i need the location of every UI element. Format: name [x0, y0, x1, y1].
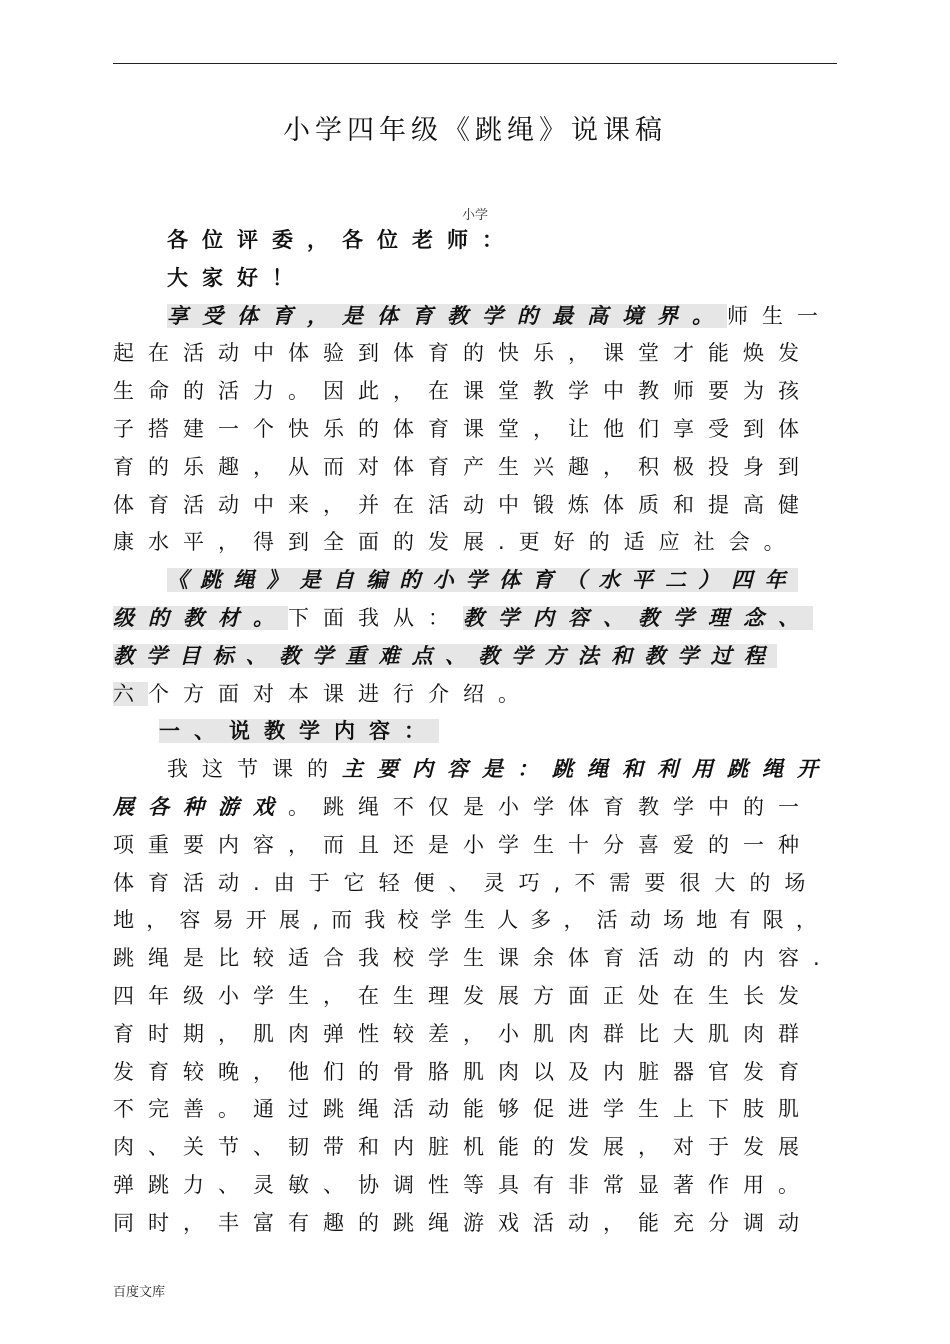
body-text: 我这节课的 — [167, 757, 342, 782]
paragraph-line: 不完善。通过跳绳活动能够促进学生上下肢肌 — [113, 1097, 813, 1122]
document-body — [113, 222, 837, 1243]
paragraph-line — [113, 600, 837, 638]
paragraph-line — [113, 562, 837, 600]
paragraph-line: 项重要内容，而且还是小学生十分喜爱的一种 — [113, 832, 813, 857]
emphasis-text: 级的教材。 — [113, 605, 288, 630]
paragraph-line: 肉、关节、韧带和内脏机能的发展，对于发展 — [113, 1135, 813, 1160]
emphasis-text: 享受体育，是体育教学的最高境界。 — [167, 303, 727, 328]
paragraph-line: 弹跳力、灵敏、协调性等具有非常显著作用。 — [113, 1172, 813, 1197]
paragraph-line — [113, 789, 837, 827]
section-heading — [113, 713, 837, 751]
body-text: 。跳绳不仅是小学体育教学中的一 — [288, 794, 813, 819]
paragraph-line — [113, 298, 837, 336]
highlight-text: 六 — [113, 681, 148, 706]
paragraph-line — [113, 676, 837, 714]
paragraph-line — [113, 751, 837, 789]
paragraph-line: 地，容易开展,而我校学生人多，活动场地有限， — [113, 908, 830, 933]
emphasis-text: 展各种游戏 — [113, 794, 288, 819]
document-tag: 小学 — [461, 208, 488, 223]
emphasis-text: 教学目标、教学重难点、教学方法和教学过程 — [113, 643, 777, 668]
paragraph-line: 同时，丰富有趣的跳绳游戏活动，能充分调动 — [113, 1210, 813, 1235]
greeting-line: 各位评委，各位老师： — [167, 228, 517, 252]
body-text: 个方面对本课进行介绍。 — [148, 681, 533, 706]
body-text: 下面我从： — [288, 605, 463, 630]
paragraph-line: 体育活动.由于它轻便、灵巧,不需要很大的场 — [113, 870, 820, 895]
emphasis-text: 教学内容、教学理念、 — [463, 605, 813, 630]
paragraph-line: 生命的活力。因此，在课堂教学中教师要为孩 — [113, 379, 813, 404]
emphasis-text: 主要内容是：跳绳和利用跳绳开 — [342, 757, 832, 782]
document-title: 小学四年级《跳绳》说课稿 — [283, 115, 667, 146]
paragraph-line: 育的乐趣，从而对体育产生兴趣，积极投身到 — [113, 454, 813, 479]
header-rule — [113, 63, 837, 64]
paragraph-line: 发育较晚，他们的骨胳肌肉以及内脏器官发育 — [113, 1059, 813, 1084]
emphasis-text: 《跳绳》是自编的小学体育（水平二）四年 — [167, 568, 798, 593]
paragraph-line: 体育活动中来，并在活动中锻炼体质和提高健 — [113, 492, 813, 517]
body-text: 师生一 — [727, 303, 832, 328]
paragraph-line — [113, 638, 837, 676]
paragraph-line: 四年级小学生，在生理发展方面正处在生长发 — [113, 983, 813, 1008]
paragraph-line: 子搭建一个快乐的体育课堂，让他们享受到体 — [113, 416, 813, 441]
paragraph-line: 起在活动中体验到体育的快乐，课堂才能焕发 — [113, 341, 813, 366]
paragraph-line: 育时期，肌肉弹性较差，小肌肉群比大肌肉群 — [113, 1021, 813, 1046]
greeting-line: 大家好！ — [167, 265, 307, 290]
paragraph-line: 跳绳是比较适合我校学生课余体育活动的内容. — [113, 946, 834, 971]
footer-label: 百度文库 — [113, 1285, 166, 1300]
paragraph-line: 康水平，得到全面的发展.更好的适应社会。 — [113, 530, 799, 555]
section-heading-text: 一、说教学内容： — [159, 719, 439, 744]
